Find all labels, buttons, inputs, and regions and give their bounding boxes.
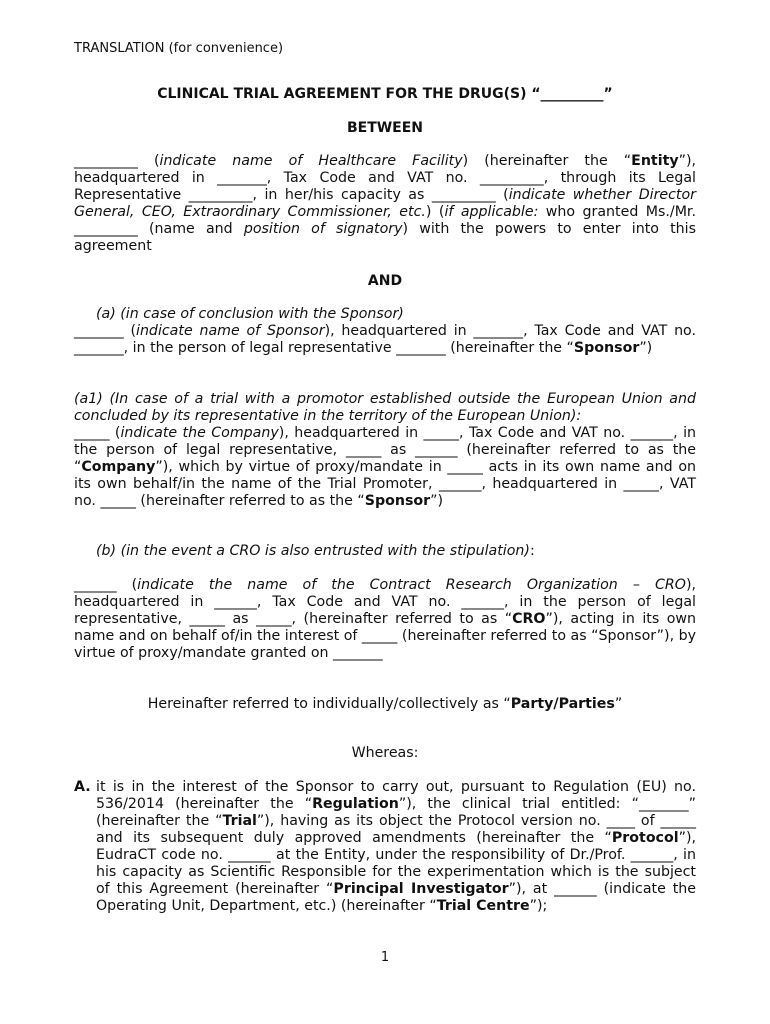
entity-paragraph: _________ (indicate name of Healthcare Facility) (hereinafter the “Entity”), headquartered in _______, Tax Code and VAT no. _________, through its Legal Representative _________, in her/his capacity as _________ (indicate whether Director General, CEO, Extraordinary Commissioner, etc.) (if applicable: who granted Ms./Mr. _________ (name and position of signatory) with the powers to enter into this agreement (74, 153, 697, 254)
between-heading: BETWEEN (346, 120, 424, 136)
recital-label: A. (74, 779, 91, 795)
page-number: 1 (380, 950, 390, 965)
agreement-title: CLINICAL TRIAL AGREEMENT FOR THE DRUG(S) “_________” (157, 86, 613, 102)
and-heading: AND (367, 273, 403, 289)
sponsor-a1-paragraph: (a1) (In case of a trial with a promotor established outside the European Union and concluded by its representative in the territory of the European Union): _____ (indicate the Company), headquartered in _____, Tax Code and VAT no. ______, in the person of legal representative, _____ as ______ (hereinafter referred to as the “Company”), which by virtue of proxy/mandate in _____ acts in its own name and on its own behalf/in the name of the Trial Promoter, ______, headquartered in _____, VAT no. _____ (hereinafter referred to as the “Sponsor”) (74, 391, 697, 509)
recital-text: it is in the interest of the Sponsor to carry out, pursuant to Regulation (EU) no. 536/2014 (hereinafter the “Regulation”), the clinical trial entitled: “_______” (hereinafter the “Trial”), having as its object the Protocol version no. ____ of _____ and its subsequent duly approved amendments (hereinafter the “Protocol”), EudraCT code no. ______ at the Entity, under the responsibility of Dr./Prof. ______, in his capacity as Scientific Responsible for the experimentation which is the subject of this Agreement (hereinafter “Principal Investigator”), at ______ (indicate the Operating Unit, Department, etc.) (hereinafter “Trial Centre”); (96, 779, 697, 914)
parties-definition: Hereinafter referred to individually/collectively as “Party/Parties” (147, 696, 623, 712)
whereas-heading: Whereas: (351, 745, 419, 761)
sponsor-a-paragraph: _______ (indicate name of Sponsor), headquartered in _______, Tax Code and VAT no. _______, in the person of legal representative _______ (hereinafter the “Sponsor”) (74, 323, 696, 356)
cro-b-paragraph: ______ (indicate the name of the Contract Research Organization – CRO), headquartered in ______, Tax Code and VAT no. ______, in the person of legal representative, _____ as _____, (hereinafter referred to as “CRO”), acting in its own name and on behalf of/in the interest of _____ (hereinafter referred to as “Sponsor”), by virtue of proxy/mandate granted on _______ (74, 577, 697, 661)
cro-b-heading: (b) (in the event a CRO is also entrusted with the stipulation): (96, 543, 535, 559)
translation-note: TRANSLATION (for convenience) (74, 41, 284, 56)
sponsor-a-heading: (a) (in case of conclusion with the Sponsor) (96, 306, 404, 322)
recital-a (74, 779, 696, 915)
